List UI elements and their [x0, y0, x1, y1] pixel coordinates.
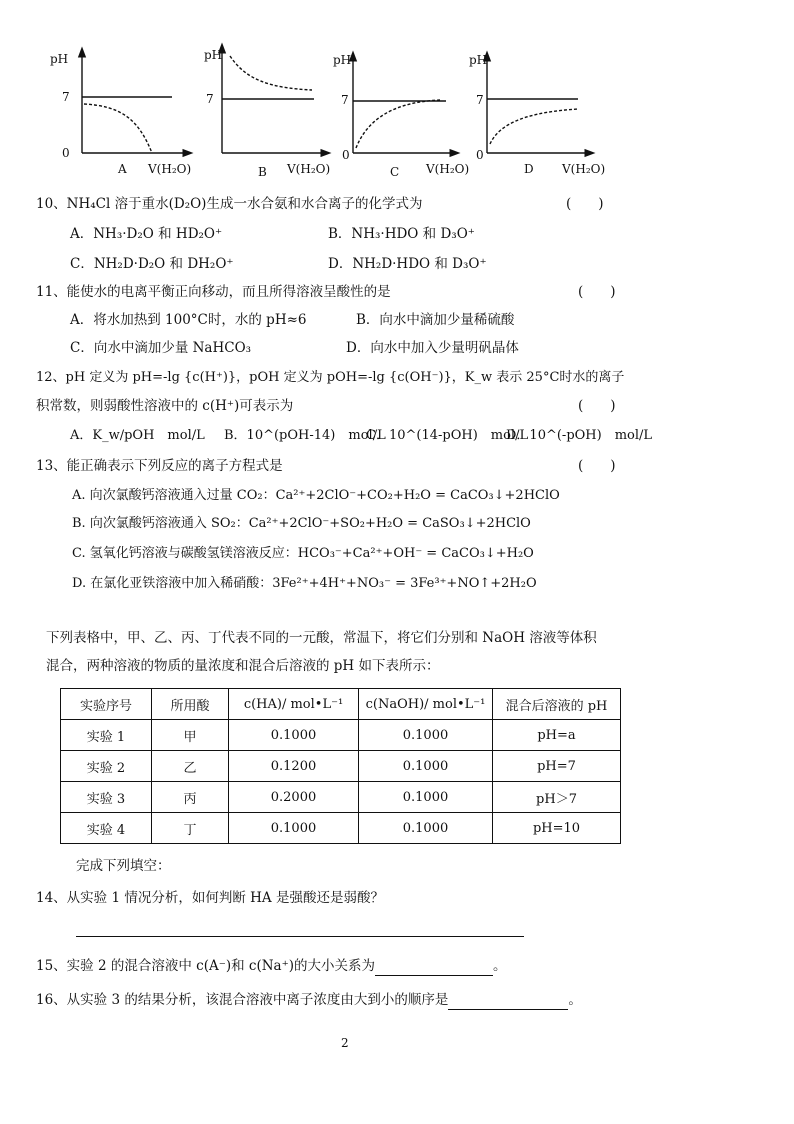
table-cell: 甲	[152, 720, 229, 751]
q10-option-c: C．NH₂D·D₂O 和 DH₂O⁺	[70, 256, 234, 272]
q15-end: 。	[492, 958, 507, 974]
table-row	[61, 720, 621, 751]
q11-option-c: C．向水中滴加少量 NaHCO₃	[70, 340, 252, 356]
page-number: 2	[341, 1036, 349, 1050]
table-intro-line2: 混合，两种溶液的物质的量浓度和混合后溶液的 pH 如下表所示：	[46, 658, 440, 674]
q16-answer-blank[interactable]	[448, 993, 568, 1010]
q16-line	[36, 990, 582, 1010]
table-cell: 实验 2	[61, 751, 152, 782]
graph-c-zero: 0	[342, 148, 350, 162]
table-row	[61, 782, 621, 813]
q11-option-b: B．向水中滴加少量稀硫酸	[356, 312, 515, 328]
q11-stem: 11、能使水的电离平衡正向移动，而且所得溶液呈酸性的是	[36, 284, 391, 300]
table-cell: pH=7	[493, 751, 621, 782]
q15-line	[36, 956, 506, 976]
graph-d-xlabel: V(H₂O)	[562, 162, 606, 176]
graph-a-xlabel: V(H₂O)	[148, 162, 192, 176]
graph-b-tick7: 7	[206, 92, 214, 106]
q10-option-a: A．NH₃·D₂O 和 HD₂O⁺	[70, 226, 223, 242]
table-row	[61, 813, 621, 844]
table-cell: pH=a	[493, 720, 621, 751]
experiment-table	[60, 688, 621, 844]
graph-a-zero: 0	[62, 146, 70, 160]
table-cell: 实验 4	[61, 813, 152, 844]
q11-answer-paren: ( )	[578, 284, 616, 300]
graph-d-title: D	[524, 162, 534, 176]
graph-c-ylabel: pH	[333, 53, 352, 67]
fill-intro: 完成下列填空：	[76, 858, 171, 874]
ph-graphs	[0, 0, 794, 190]
q10-stem: 10、NH₄Cl 溶于重水(D₂O)生成一水合氨和水合离子的化学式为	[36, 196, 423, 212]
table-header-cell: 所用酸	[152, 689, 229, 720]
q12-option-b: B．10^(pOH-14) mol/L	[224, 428, 386, 443]
table-cell: 0.2000	[229, 782, 359, 813]
graph-a-ylabel: pH	[50, 52, 69, 66]
graph-c-xlabel: V(H₂O)	[426, 162, 470, 176]
table-cell: pH＞7	[493, 782, 621, 813]
q16-end: 。	[568, 992, 582, 1008]
table-cell: pH=10	[493, 813, 621, 844]
q13-stem: 13、能正确表示下列反应的离子方程式是	[36, 458, 283, 474]
table-intro-line1: 下列表格中，甲、乙、丙、丁代表不同的一元酸，常温下，将它们分别和 NaOH 溶液等体积	[46, 630, 597, 646]
graph-d	[487, 56, 590, 153]
q13-option-a: A. 向次氯酸钙溶液通入过量 CO₂：Ca²⁺+2ClO⁻+CO₂+H₂O = CaCO₃↓+2HClO	[72, 488, 560, 503]
q16-stem: 16、从实验 3 的结果分析，该混合溶液中离子浓度由大到小的顺序是	[36, 992, 449, 1008]
table-cell: 0.1000	[359, 720, 493, 751]
graph-c-tick7: 7	[341, 93, 349, 107]
graph-b-xlabel: V(H₂O)	[287, 162, 331, 176]
q11-option-a: A．将水加热到 100°C时，水的 pH≈6	[70, 312, 307, 328]
q11-option-d: D．向水中加入少量明矾晶体	[346, 340, 519, 356]
table-cell: 0.1000	[229, 720, 359, 751]
graph-a	[82, 52, 188, 153]
q12-stem-line1: 12、pH 定义为 pH=-lg {c(H⁺)}，pOH 定义为 pOH=-lg {c(OH⁻)}，K_w 表示 25°C时水的离子	[36, 370, 625, 385]
q12-answer-paren: ( )	[578, 398, 616, 414]
q12-stem-line2: 积常数，则弱酸性溶液中的 c(H⁺)可表示为	[36, 398, 294, 414]
table-cell: 0.1000	[359, 751, 493, 782]
table-cell: 丙	[152, 782, 229, 813]
q15-answer-blank[interactable]	[375, 959, 493, 976]
graph-d-zero: 0	[476, 148, 484, 162]
table-header-cell: 混合后溶液的 pH	[493, 689, 621, 720]
table-cell: 0.1000	[229, 813, 359, 844]
q13-option-b: B. 向次氯酸钙溶液通入 SO₂：Ca²⁺+2ClO⁻+SO₂+H₂O = CaSO₃↓+2HClO	[72, 516, 531, 531]
graph-d-ylabel: pH	[469, 53, 488, 67]
table-header-cell: c(NaOH)/ mol•L⁻¹	[359, 689, 493, 720]
q12-option-c: C．10^(14-pOH) mol/L	[366, 428, 529, 443]
q10-option-d: D．NH₂D·HDO 和 D₃O⁺	[328, 256, 487, 272]
table-cell: 实验 1	[61, 720, 152, 751]
graph-b	[222, 48, 326, 153]
q14-stem: 14、从实验 1 情况分析，如何判断 HA 是强酸还是弱酸？	[36, 890, 384, 906]
table-cell: 实验 3	[61, 782, 152, 813]
q12-option-d: D．10^(-pOH) mol/L	[506, 428, 653, 443]
table-row	[61, 751, 621, 782]
graph-a-title: A	[118, 162, 127, 176]
q14-answer-blank[interactable]	[76, 918, 524, 937]
table-cell: 乙	[152, 751, 229, 782]
table-cell: 丁	[152, 813, 229, 844]
q13-answer-paren: ( )	[578, 458, 616, 474]
q12-option-a: A．K_w/pOH mol/L	[70, 428, 205, 443]
q13-option-c: C. 氢氧化钙溶液与碳酸氢镁溶液反应：HCO₃⁻+Ca²⁺+OH⁻ = CaCO₃↓+H₂O	[72, 546, 534, 561]
table-header-cell: 实验序号	[61, 689, 152, 720]
graph-b-title: B	[258, 165, 267, 179]
table-header-cell: c(HA)/ mol•L⁻¹	[229, 689, 359, 720]
q13-option-d: D. 在氯化亚铁溶液中加入稀硝酸：3Fe²⁺+4H⁺+NO₃⁻ = 3Fe³⁺+NO↑+2H₂O	[72, 576, 537, 591]
q10-option-b: B．NH₃·HDO 和 D₃O⁺	[328, 226, 475, 242]
graph-a-tick7: 7	[62, 90, 70, 104]
graph-c-title: C	[390, 165, 400, 179]
table-cell: 0.1000	[359, 782, 493, 813]
graph-b-ylabel: pH	[204, 48, 223, 62]
q15-stem: 15、实验 2 的混合溶液中 c(A⁻)和 c(Na⁺)的大小关系为	[36, 958, 375, 974]
table-cell: 0.1200	[229, 751, 359, 782]
table-header-row	[61, 689, 621, 720]
table-cell: 0.1000	[359, 813, 493, 844]
q10-answer-paren: ( )	[566, 196, 604, 212]
graph-d-tick7: 7	[476, 93, 484, 107]
graph-c	[353, 56, 455, 153]
